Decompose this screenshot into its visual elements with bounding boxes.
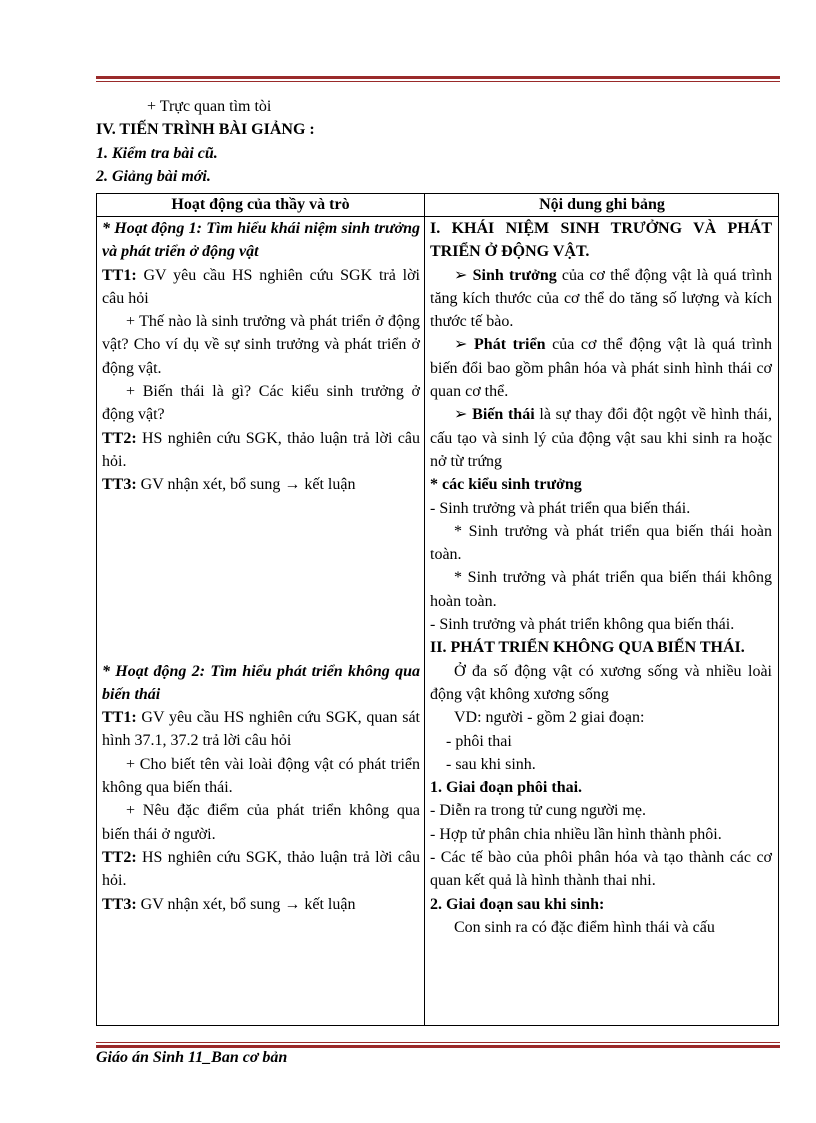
example-stage-2: - sau khi sinh. bbox=[446, 755, 536, 773]
tt1b-step bbox=[102, 706, 420, 753]
footer-text: Giáo án Sinh 11_Ban cơ bản bbox=[96, 1049, 288, 1066]
definition-growth-text: của cơ thể động vật là quá trình tăng kích thước của cơ thể do tăng số lượng và kích thước tế bào. bbox=[430, 266, 772, 331]
term-metamorphosis: Biến thái bbox=[472, 406, 535, 424]
example-stage-1: - phôi thai bbox=[446, 732, 512, 750]
tt3b-step bbox=[102, 893, 420, 916]
activity-2-title: * Hoạt động 2: Tìm hiểu phát triển không qua biến thái bbox=[102, 662, 420, 703]
kind-1: - Sinh trưởng và phát triển qua biến thái. bbox=[430, 499, 691, 517]
phase-1-point-a: - Diễn ra trong tử cung người mẹ. bbox=[430, 802, 646, 820]
method-line: + Trực quan tìm tòi bbox=[147, 98, 272, 115]
phase-2-point-a: Con sinh ra có đặc điểm hình thái và cấu bbox=[454, 918, 715, 936]
question-1: + Thế nào là sinh trưởng và phát triển ở động vật? Cho ví dụ về sự sinh trưởng và phát triển ở động vật. bbox=[102, 313, 420, 377]
kind-1a: * Sinh trưởng và phát triển qua biến thái hoàn toàn. bbox=[430, 522, 772, 564]
spacer bbox=[102, 497, 420, 660]
definition-development bbox=[430, 333, 772, 403]
lesson-table bbox=[96, 193, 779, 1026]
tt2b-text: HS nghiên cứu SGK, thảo luận trả lời câu hỏi. bbox=[102, 848, 420, 890]
tt1-step bbox=[102, 264, 420, 311]
question-4: + Nêu đặc điểm của phát triển không qua biến thái ở người. bbox=[102, 802, 420, 843]
tt2b-step bbox=[102, 846, 420, 893]
footer-rule-thin bbox=[96, 1042, 780, 1043]
arrow-bullet-icon: ➢ bbox=[454, 266, 468, 284]
phase-1-point-c: - Các tế bào của phôi phân hóa và tạo thành các cơ quan kết quả là hình thành thai nhi. bbox=[430, 849, 772, 890]
tt3b-text: GV nhận xét, bổ sung → kết luận bbox=[136, 895, 356, 913]
tt3-text: GV nhận xét, bổ sung → kết luận bbox=[136, 476, 356, 494]
tt1-text: GV yêu cầu HS nghiên cứu SGK trả lời câu hỏi bbox=[102, 266, 420, 307]
section-1-title: I. KHÁI NIỆM SINH TRƯỞNG VÀ PHÁT TRIỂN Ở ĐỘNG VẬT. bbox=[430, 220, 772, 261]
tt1b-text: GV yêu cầu HS nghiên cứu SGK, quan sát hình 37.1, 37.2 trả lời câu hỏi bbox=[102, 709, 420, 750]
term-growth: Sinh trưởng bbox=[472, 266, 557, 284]
phase-2-title: 2. Giai đoạn sau khi sinh: bbox=[430, 895, 605, 913]
tt3b-label: TT3: bbox=[102, 895, 137, 913]
right-column-header: Nội dung ghi bảng bbox=[539, 196, 665, 213]
question-3: + Cho biết tên vài loài động vật có phát triển không qua biến thái. bbox=[102, 755, 420, 797]
left-column bbox=[102, 217, 420, 916]
left-column-header: Hoạt động của thầy và trò bbox=[171, 196, 350, 213]
footer-rule-thick bbox=[96, 1045, 780, 1048]
question-2: + Biến thái là gì? Các kiểu sinh trưởng ở động vật? bbox=[102, 383, 420, 424]
section-2-intro: Ở đa số động vật có xương sống và nhiều loài động vật không xương sống bbox=[430, 662, 772, 703]
tt1-label: TT1: bbox=[102, 266, 137, 284]
definition-growth bbox=[430, 264, 772, 334]
tt2-label: TT2: bbox=[102, 429, 137, 447]
tt2b-label: TT2: bbox=[102, 848, 137, 866]
phase-1-title: 1. Giai đoạn phôi thai. bbox=[430, 779, 583, 797]
definition-metamorphosis-text: là sự thay đổi đột ngột về hình thái, cấu tạo và sinh lý của động vật sau khi sinh ra hoặc nở từ trứng bbox=[430, 406, 773, 470]
activity-1-title: * Hoạt động 1: Tìm hiểu khái niệm sinh trưởng và phát triển ở động vật bbox=[102, 220, 420, 261]
section-heading: IV. TIẾN TRÌNH BÀI GIẢNG : bbox=[96, 121, 315, 138]
section-2-title: II. PHÁT TRIỂN KHÔNG QUA BIẾN THÁI. bbox=[430, 639, 745, 657]
column-divider bbox=[424, 194, 425, 1025]
growth-kinds-title: * các kiểu sinh trưởng bbox=[430, 476, 582, 494]
kind-2: - Sinh trưởng và phát triển không qua biến thái. bbox=[430, 616, 735, 634]
subheading-review: 1. Kiểm tra bài cũ. bbox=[96, 145, 218, 162]
right-column bbox=[430, 217, 772, 939]
kind-1b: * Sinh trưởng và phát triển qua biến thái không hoàn toàn. bbox=[430, 569, 772, 610]
tt3-step bbox=[102, 473, 420, 496]
example: VD: người - gồm 2 giai đoạn: bbox=[454, 709, 645, 727]
tt1b-label: TT1: bbox=[102, 709, 137, 727]
term-development: Phát triển bbox=[474, 336, 546, 354]
definition-development-text: của cơ thể động vật là quá trình biến đổi bao gồm phân hóa và phát sinh hình thái cơ quan cơ thể. bbox=[430, 336, 773, 401]
header-rule-thin bbox=[96, 81, 780, 82]
tt2-text: HS nghiên cứu SGK, thảo luận trả lời câu hỏi. bbox=[102, 429, 420, 470]
header-rule-thick bbox=[96, 76, 780, 79]
tt3-label: TT3: bbox=[102, 476, 137, 494]
definition-metamorphosis bbox=[430, 403, 772, 473]
phase-1-point-b: - Hợp tử phân chia nhiều lần hình thành phôi. bbox=[430, 825, 722, 843]
arrow-bullet-icon: ➢ bbox=[454, 336, 468, 354]
tt2-step bbox=[102, 427, 420, 474]
arrow-bullet-icon: ➢ bbox=[454, 406, 468, 424]
subheading-new-lesson: 2. Giảng bài mới. bbox=[96, 168, 211, 185]
